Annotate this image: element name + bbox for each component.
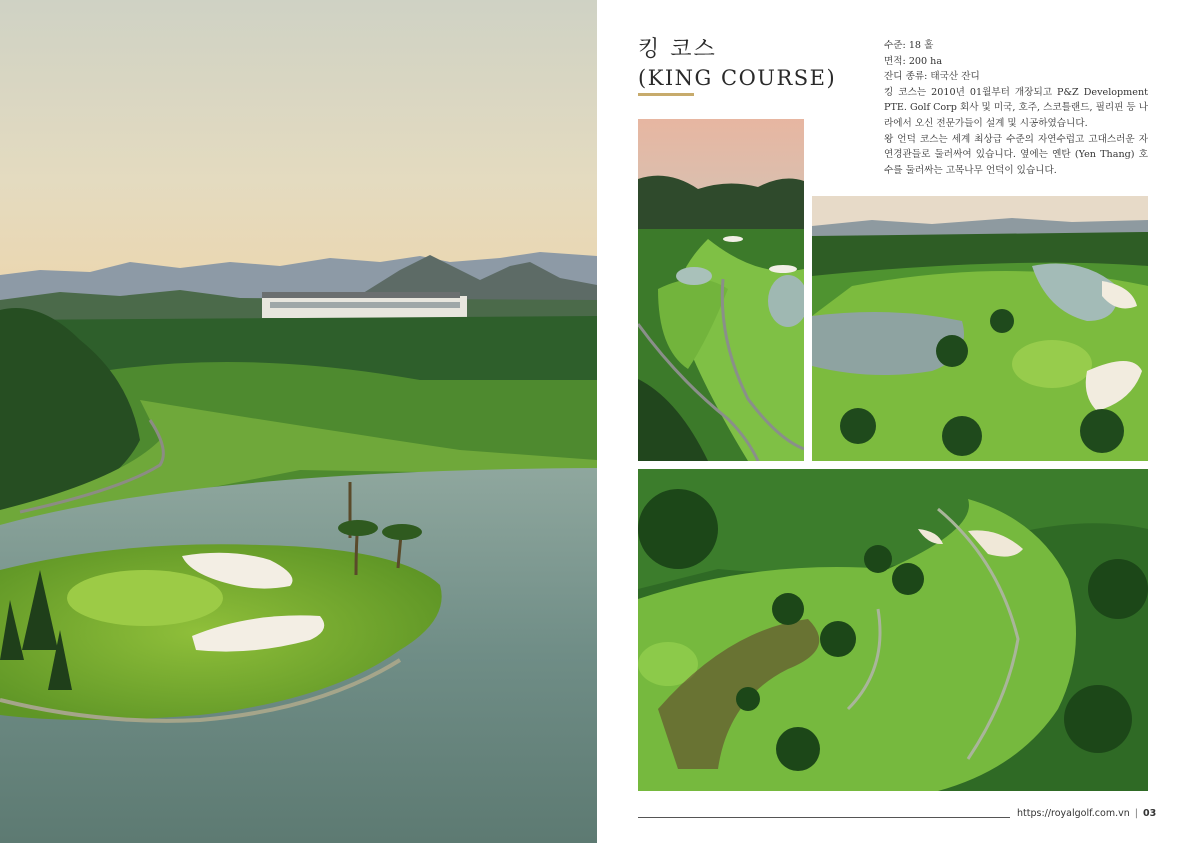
course-title — [638, 36, 858, 92]
aerial-fairway-photo — [638, 119, 804, 461]
footer-url[interactable]: https://royalgolf.com.vn — [1017, 808, 1130, 819]
info-grass: 잔디 종류: 태국산 잔디 — [884, 71, 980, 83]
info-description-2: 왕 언덕 코스는 세계 최상급 수준의 자연수럽고 고대스러운 자연경관들로 둘러싸여 있습니다. 옆에는 옌탄 (Yen Thang) 호수를 둘러싸는 고목나무 언덕이 있습니다. — [884, 133, 1148, 176]
course-info — [884, 38, 1148, 178]
info-description-1: 킹 코스는 2010년 01월부터 개장되고 P&Z Development PTE. Golf Corp 회사 및 미국, 호주, 스코틀랜드, 필리핀 등 나라에서 오신 전문가들이 설계 및 시공하였습니다. — [884, 86, 1149, 129]
footer-divider — [638, 817, 1010, 818]
page-number: 03 — [1142, 808, 1157, 819]
info-area: 면적: 200 ha — [884, 55, 943, 67]
course-title-korean: 킹 코스 — [638, 37, 717, 62]
pond-bunkers-photo — [812, 196, 1148, 461]
gold-divider — [638, 93, 694, 96]
info-holes: 수준: 18 홀 — [884, 40, 934, 51]
footer-separator: | — [1134, 808, 1138, 819]
course-title-english: (KING COURSE) — [638, 66, 837, 90]
aerial-forest-course-photo — [638, 469, 1148, 791]
page-footer — [1017, 808, 1156, 819]
